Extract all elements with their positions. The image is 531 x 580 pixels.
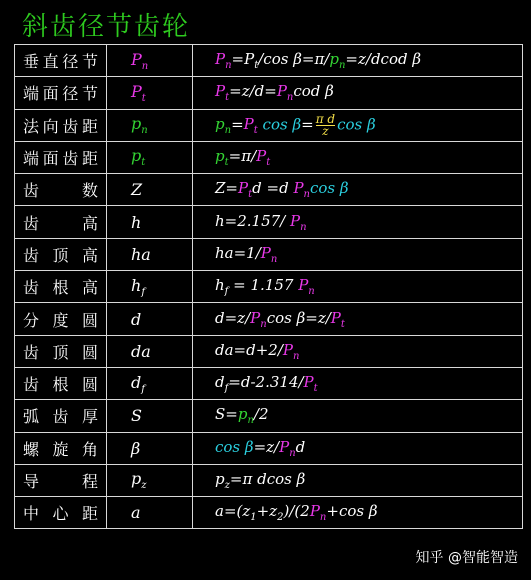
term-symbol: Z <box>107 174 193 206</box>
term-symbol: h <box>107 206 193 238</box>
term-name: 齿根圆 <box>15 367 107 399</box>
term-formula: $da=d+2/P_n$ <box>193 335 523 367</box>
term-formula: $d=z/P_n\cos$ $\beta=z/P_t$ <box>193 303 523 335</box>
term-symbol: $d_f$ <box>107 367 193 399</box>
table-row <box>15 141 523 173</box>
table-row <box>15 335 523 367</box>
term-name: 分度圆 <box>15 303 107 335</box>
term-symbol: β <box>107 432 193 464</box>
term-name: 齿数 <box>15 174 107 206</box>
term-symbol: $p_n$ <box>107 109 193 141</box>
term-symbol: $p_z$ <box>107 464 193 496</box>
term-symbol: d <box>107 303 193 335</box>
term-formula: $d_f=d-2.314/P_t$ <box>193 367 523 399</box>
term-formula: $P_n=P_t/\cos$ $\beta=\pi/p_n=z$/dcod β <box>193 45 523 77</box>
term-name: 法向齿距 <box>15 109 107 141</box>
table-row <box>15 206 523 238</box>
term-name: 端面齿距 <box>15 141 107 173</box>
term-formula: $P_t=z/d=P_ncod$ β <box>193 77 523 109</box>
term-symbol: $P_n$ <box>107 45 193 77</box>
table-row <box>15 367 523 399</box>
term-formula: h=2.157/ $P_n$ <box>193 206 523 238</box>
table-row <box>15 400 523 432</box>
term-formula: $p_t=\pi/P_t$ <box>193 141 523 173</box>
table-row <box>15 77 523 109</box>
term-formula: $\cos \beta=z/P_nd$ <box>193 432 523 464</box>
term-formula: $p_z=\pi$ dcos β <box>193 464 523 496</box>
term-symbol: $h_f$ <box>107 271 193 303</box>
term-symbol: S <box>107 400 193 432</box>
term-name: 垂直径节 <box>15 45 107 77</box>
term-formula: $Z=P_td =d$ $P_n\cos$ β <box>193 174 523 206</box>
term-name: 弧齿厚 <box>15 400 107 432</box>
term-symbol: ha <box>107 238 193 270</box>
table-row <box>15 238 523 270</box>
table-row <box>15 174 523 206</box>
table-row <box>15 45 523 77</box>
term-name: 螺旋角 <box>15 432 107 464</box>
term-name: 齿根高 <box>15 271 107 303</box>
page-title: 斜齿径节齿轮 <box>22 12 191 42</box>
term-formula: $a=(z_1+z_2)/(2P_n+\cos$ β <box>193 497 523 529</box>
table-row <box>15 271 523 303</box>
term-symbol: $P_t$ <box>107 77 193 109</box>
table-row <box>15 303 523 335</box>
term-formula: $p_n=P_t$ cos β= $\frac{\text{π d}}{z}$ cos β <box>193 109 523 141</box>
term-name: 齿顶高 <box>15 238 107 270</box>
table-row <box>15 464 523 496</box>
term-symbol: $p_t$ <box>107 141 193 173</box>
table-row <box>15 432 523 464</box>
term-name: 中心距 <box>15 497 107 529</box>
formula-table <box>14 44 523 529</box>
term-name: 导程 <box>15 464 107 496</box>
watermark-text: 知乎 @智能智造 <box>413 546 521 568</box>
term-symbol: a <box>107 497 193 529</box>
term-name: 齿高 <box>15 206 107 238</box>
term-symbol: da <box>107 335 193 367</box>
term-formula: $S=p_n/2$ <box>193 400 523 432</box>
table-row <box>15 109 523 141</box>
term-formula: $h_f = 1.157$ $P_n$ <box>193 271 523 303</box>
table-row <box>15 497 523 529</box>
term-name: 端面径节 <box>15 77 107 109</box>
term-formula: $ha=1/P_n$ <box>193 238 523 270</box>
term-name: 齿顶圆 <box>15 335 107 367</box>
